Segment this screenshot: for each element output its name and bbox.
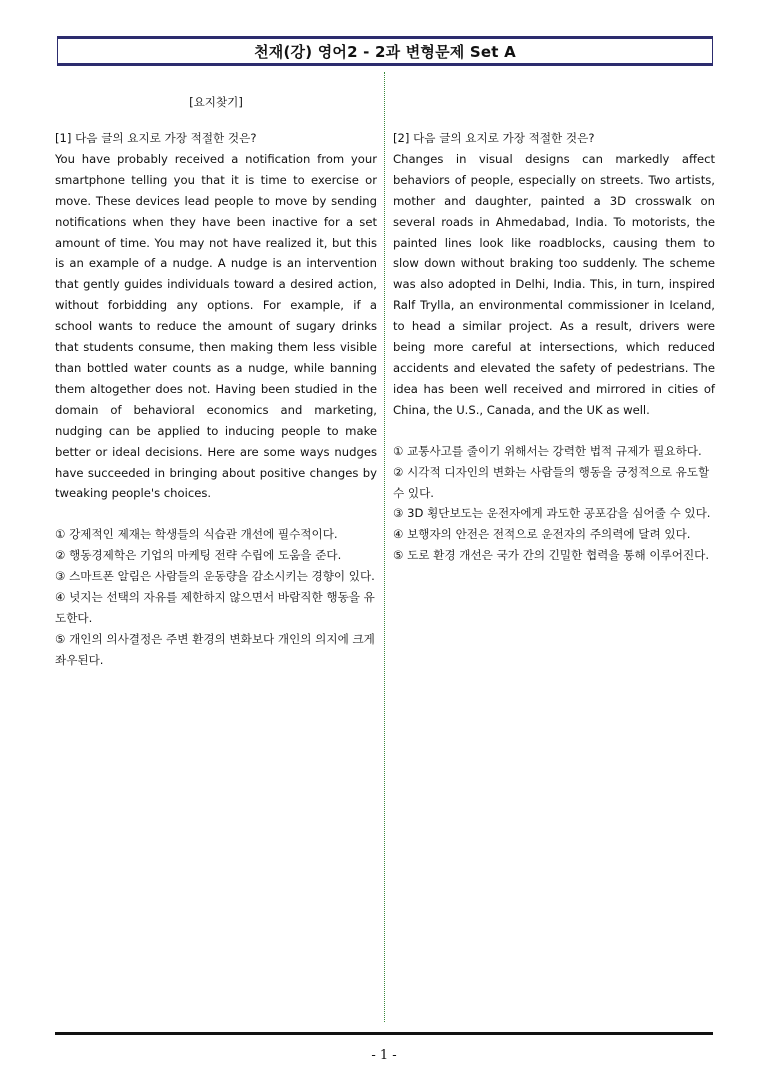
- question-1-title: [1] 다음 글의 요지로 가장 적절한 것은?: [55, 131, 257, 145]
- question-1-choice-3: ③ 스마트폰 알림은 사람들의 운동량을 감소시키는 경향이 있다.: [55, 569, 375, 584]
- document-header: [57, 36, 713, 66]
- left-column: [55, 70, 377, 671]
- question-2-choice-4: ④ 보행자의 안전은 전적으로 운전자의 주의력에 달려 있다.: [393, 527, 691, 542]
- question-2-choice-5: ⑤ 도로 환경 개선은 국가 간의 긴밀한 협력을 통해 이루어진다.: [393, 548, 710, 563]
- column-divider: [384, 72, 385, 1022]
- right-column: [393, 70, 715, 566]
- question-1-passage: You have probably received a notification from your smartphone telling you that it is time to exercise or move. These devices lead people to move by sending notifications when they have been inactive for a set amount of time. You may not have realized it, but this is an example of a nudge. A nudge is an intervention that gently guides individuals toward a desired action, without forbidding any options. For example, if a school wants to reduce the amount of sugary drinks that students consume, then making them less visible than bottled water counts as a nudge, while banning them altogether does not. Having been studied in the domain of behavioral economics and marketing, nudging can be applied to inducing people to make better or ideal decisions. Here are some ways nudges have succeeded in bringing about positive changes by tweaking people's choices.: [55, 151, 377, 501]
- question-2-passage: Changes in visual designs can markedly affect behaviors of people, especially on streets. Two artists, mother and daughter, painted a 3D crosswalk on several roads in Ahmedabad, India. To motorists, the painted lines look like roadblocks, causing them to slow down without braking too suddenly. The scheme was also adopted in Delhi, India. This, in turn, inspired Ralf Trylla, an environmental commissioner in Iceland, to head a similar project. As a result, drivers were being more careful at intersections, which reduced accidents and elevated the safety of pedestrians. The idea has been well received and mirrored in cities of China, the U.S., Canada, and the UK as well.: [393, 151, 715, 417]
- page-number: - 1 -: [371, 1048, 397, 1063]
- section-label: [요지찾기]: [189, 95, 243, 109]
- footer-rule: [55, 1032, 713, 1035]
- question-1-choice-4: ④ 넛지는 선택의 자유를 제한하지 않으면서 바람직한 행동을 유도한다.: [55, 590, 375, 625]
- question-2-choice-1: ① 교통사고를 줄이기 위해서는 강력한 법적 규제가 필요하다.: [393, 443, 702, 458]
- question-1-choice-5: ⑤ 개인의 의사결정은 주변 환경의 변화보다 개인의 의지에 크게 좌우된다.: [55, 631, 375, 667]
- question-1-choices: [55, 524, 377, 670]
- question-2-choice-3: ③ 3D 횡단보도는 운전자에게 과도한 공포감을 심어줄 수 있다.: [393, 506, 711, 521]
- document-title: 천재(강) 영어2 - 2과 변형문제 Set A: [254, 42, 516, 61]
- question-2-choices: [393, 441, 715, 566]
- question-1-choice-2: ② 행동경제학은 기업의 마케팅 전략 수립에 도움을 준다.: [55, 548, 342, 563]
- question-2-title: [2] 다음 글의 요지로 가장 적절한 것은?: [393, 131, 595, 145]
- question-2-choice-2: ② 시각적 디자인의 변화는 사람들의 행동을 긍정적으로 유도할 수 있다.: [393, 464, 710, 500]
- question-1-choice-1: ① 강제적인 제재는 학생들의 식습관 개선에 필수적이다.: [55, 527, 338, 542]
